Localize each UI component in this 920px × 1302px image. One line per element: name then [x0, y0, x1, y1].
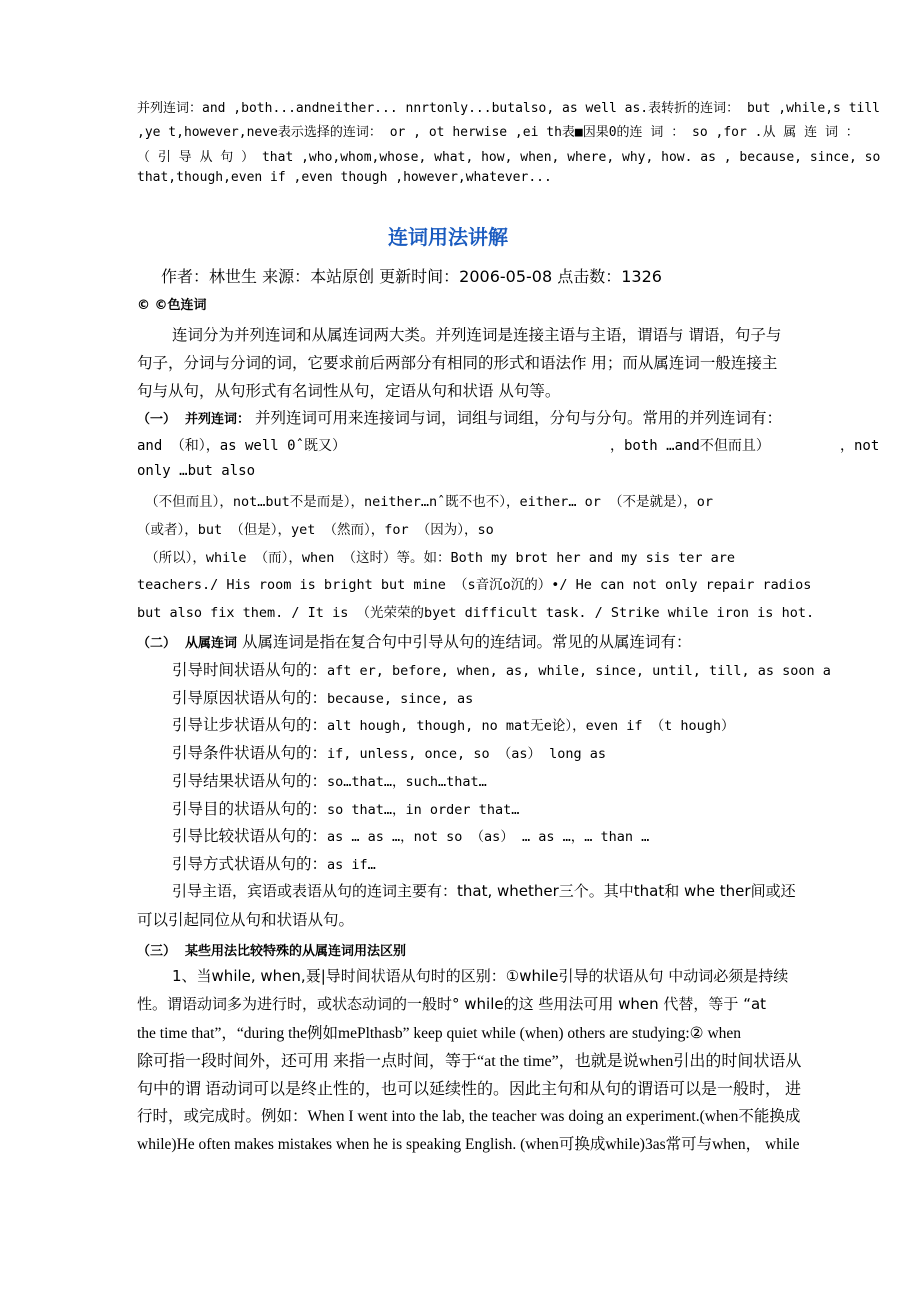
part2-item: [172, 658, 831, 680]
part2-item-label: 引导比较状语从句的：: [172, 827, 328, 845]
part2-item: [172, 797, 519, 819]
part1-line-7: teachers./ His room is bright but mine （s音沉o沉的）•/ He can not only repair radios: [137, 577, 812, 593]
article-meta: 作者：林世生 来源：本站原创 更新时间：2006-05-08 点击数：1326: [161, 267, 662, 286]
part2-item: [172, 741, 606, 763]
part2-item: [172, 713, 735, 735]
part2-item-label: 引导让步状语从句的：: [172, 716, 328, 734]
part1-line-8: but also fix them. / It is （光荣荣的byet difficult task. / Strike while iron is hot.: [137, 605, 815, 621]
part2-item-label: 引导目的状语从句的：: [172, 800, 328, 818]
part2-item: [172, 686, 473, 708]
intro-line-1: 并列连词：and ,both...andneither... nnrtonly...butalso, as well as.表转折的连词： but ,while,s till: [137, 101, 880, 116]
part2-item-value: alt hough, though, no mat无e论），even if （t hough）: [327, 718, 735, 734]
part2-item-label: 引导条件状语从句的：: [172, 744, 328, 762]
part2-item-value: because, since, as: [327, 691, 474, 707]
overview-line-1: 连词分为并列连词和从属连词两大类。并列连词是连接主语与主语，谓语与 谓语，句子与: [172, 326, 782, 344]
part2-item-label: 引导结果状语从句的：: [172, 772, 328, 790]
part2-item-label: 引导原因状语从句的：: [172, 689, 328, 707]
part2-item-value: as … as …，not so （as） … as …，… than …: [327, 829, 650, 845]
part1-line-2c: ，not: [840, 438, 880, 454]
intro-line-2: ,ye t,however,neve表示选择的连词： or , ot herwise ,ei th表■因果0的连 词 ： so ,for .从 属 连 词 ：: [137, 125, 859, 140]
part3-line-4: 除可指一段时间外，还可用 来指一点时间，等于“at the time”，也就是说when引出的时间状语从: [137, 1053, 802, 1070]
part2-summary-2: 可以引起同位从句和状语从句。: [137, 911, 355, 929]
part1-heading: （一） 并列连词：: [137, 412, 251, 427]
part2-item-value: as if…: [327, 857, 376, 873]
part2-item-value: aft er, before, when, as, while, since, until, till, as soon a: [327, 663, 831, 679]
part2-item-label: 引导方式状语从句的：: [172, 855, 328, 873]
intro-line-4: that,though,even if ,even though ,however,whatever...: [137, 170, 552, 185]
part1-line-2b: ，both …and不但而且）: [610, 438, 770, 454]
part1-line-2a: and （和），as well 0ˆ既又）: [137, 438, 347, 454]
section-label: © ©色连词: [137, 298, 207, 313]
part1-intro: 并列连词可用来连接词与词，词组与词组，分句与分句。常用的并列连词有：: [250, 409, 782, 427]
part2-item-value: if, unless, once, so （as） long as: [327, 746, 606, 762]
part3-line-5: 句中的谓 语动词可以是终止性的，也可以延续性的。因此主句和从句的谓语可以是一般时， 进: [137, 1081, 802, 1098]
part3-line-3: the time that”，“during the例如mePlthasb” keep quiet while (when) others are studying:② when: [137, 1025, 742, 1042]
part3-line-1: 1、当while, when,聂|导时间状语从句时的区别：①while引导的状语从句 中动词必须是持续: [172, 967, 789, 985]
part3-line-7: while)He often makes mistakes when he is speaking English. (when可换成while)3as常可与when， while: [137, 1136, 800, 1153]
part3-line-6: 行时，或完成时。例如：When I went into the lab, the teacher was doing an experiment.(when不能换成: [137, 1108, 801, 1125]
part2-item-value: so that…，in order that…: [327, 802, 520, 818]
part1-line-3: only …but also: [137, 463, 256, 479]
part3-heading: （三） 某些用法比较特殊的从属连词用法区别: [137, 944, 407, 959]
intro-line-3: （ 引 导 从 句 ） that ,who,whom,whose, what, how, when, where, why, how. as , because, since, so: [137, 150, 881, 165]
article-title: 连词用法讲解: [388, 225, 508, 249]
part1-line-6: （所以），while （而），when （这时）等。如：Both my brot her and my sis ter are: [137, 550, 736, 566]
part2-item-value: so…that…，such…that…: [327, 774, 487, 790]
part2-line-1: [137, 630, 692, 652]
part2-item: [172, 852, 376, 874]
part2-item: [172, 769, 487, 791]
part2-heading: （二） 从属连词: [137, 636, 238, 651]
part1-line-5: （或者），but （但是），yet （然而），for （因为），so: [137, 522, 494, 538]
part2-intro: 从属连词是指在复合句中引导从句的连结词。常见的从属连词有：: [237, 633, 692, 651]
part2-summary-1: 引导主语，宾语或表语从句的连词主要有：that, whether三个。其中that和 whe ther间或还: [172, 882, 796, 900]
part1-line-4: （不但而且），not…but不是而是），neither…nˆ既不也不），either… or （不是就是），or: [137, 494, 713, 510]
overview-line-3: 句与从句，从句形式有名词性从句，定语从句和状语 从句等。: [137, 382, 561, 400]
part2-item-label: 引导时间状语从句的：: [172, 661, 328, 679]
part2-item: [172, 824, 649, 846]
overview-line-2: 句子，分词与分词的词，它要求前后两部分有相同的形式和语法作 用；而从属连词一般连接主: [137, 354, 778, 372]
part1-line-1: [137, 406, 782, 428]
part3-line-2: 性。谓语动词多为进行时，或状态动词的一般时° while的这 些用法可用 when 代替，等于 “at: [137, 995, 767, 1013]
